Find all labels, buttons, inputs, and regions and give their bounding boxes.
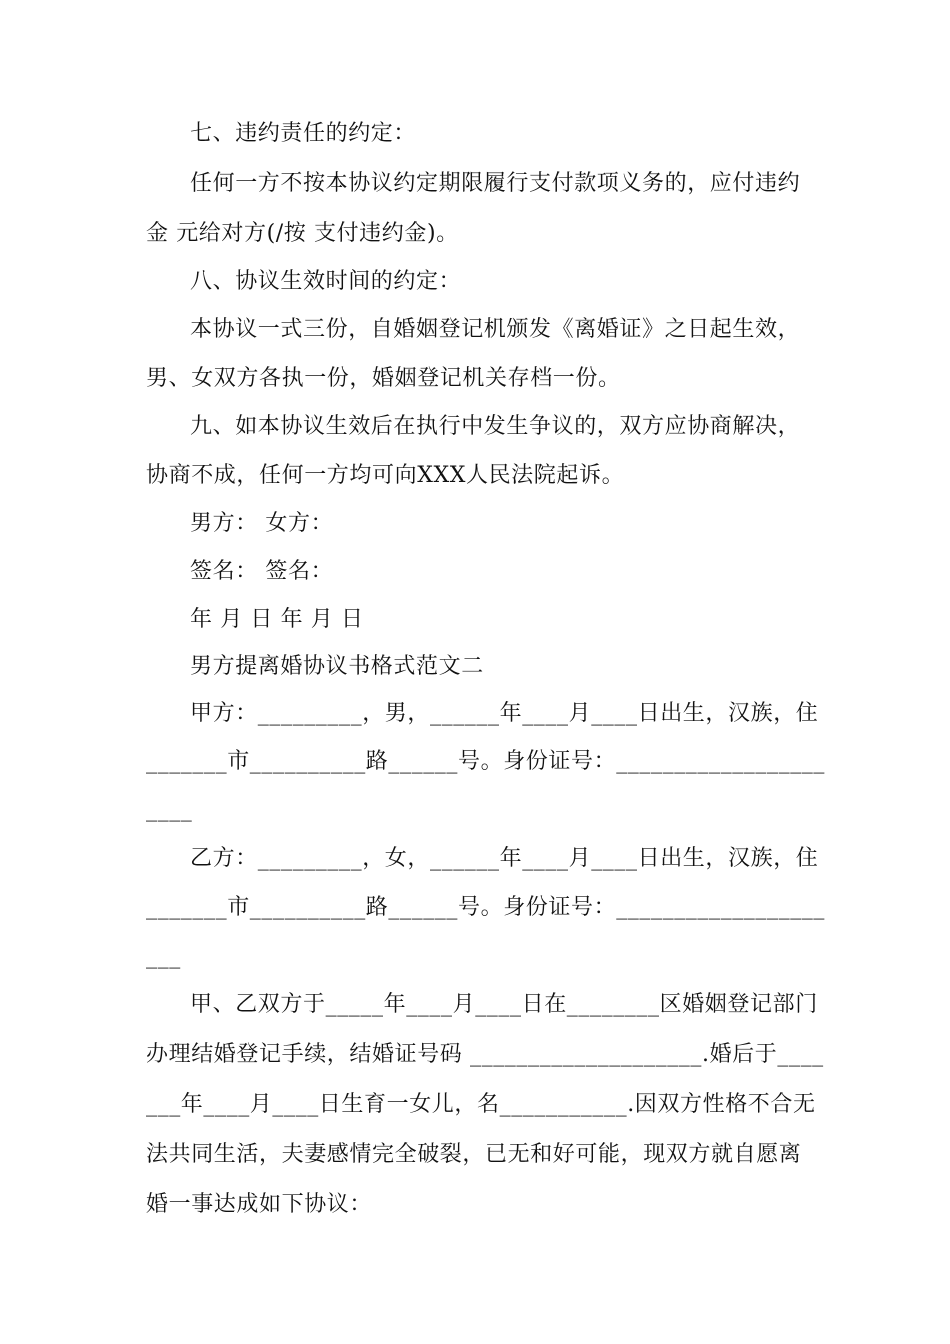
party-b-address-line: _______市__________路______号。身份证号：__________________ [146, 895, 826, 920]
section-7-heading: 七、违约责任的约定： [190, 121, 417, 146]
section-9-paragraph: 九、如本协议生效后在执行中发生争议的，双方应协商解决， [190, 414, 801, 439]
party-a-line: 甲方：_________，男，______年____月____日出生，汉族，住 [190, 701, 819, 726]
blank-continuation: ___ [146, 944, 181, 969]
date-labels: 年 月 日 年 月 日 [190, 607, 364, 632]
paragraph-line: ___年____月____日生育一女儿，名___________.因双方性格不合无 [146, 1092, 816, 1117]
paragraph-line: 任何一方不按本协议约定期限履行支付款项义务的，应付违约 [190, 171, 801, 196]
paragraph-line: 法共同生活，夫妻感情完全破裂，已无和好可能，现双方就自愿离 [146, 1142, 802, 1167]
paragraph-line: 男、女双方各执一份，婚姻登记机关存档一份。 [146, 366, 621, 391]
marriage-paragraph: 甲、乙双方于_____年____月____日在________区婚姻登记部门 [190, 992, 818, 1017]
party-a-address-line: _______市__________路______号。身份证号：__________________ [146, 749, 826, 774]
paragraph-line: 金 元给对方(/按 支付违约金)。 [146, 221, 459, 246]
paragraph-line: 协商不成，任何一方均可向XXX人民法院起诉。 [146, 463, 625, 488]
sample-title: 男方提离婚协议书格式范文二 [190, 654, 484, 679]
blank-continuation: ____ [146, 797, 193, 822]
section-8-heading: 八、协议生效时间的约定： [190, 269, 462, 294]
party-b-line: 乙方：_________，女，______年____月____日出生，汉族，住 [190, 846, 819, 871]
party-labels: 男方： 女方： [190, 511, 334, 536]
paragraph-line: 本协议一式三份，自婚姻登记机颁发《离婚证》之日起生效， [190, 317, 801, 342]
paragraph-line: 婚一事达成如下协议： [146, 1192, 373, 1217]
paragraph-line: 办理结婚登记手续，结婚证号码 ____________________.婚后于____ [146, 1042, 824, 1067]
signature-labels: 签名： 签名： [190, 559, 334, 584]
